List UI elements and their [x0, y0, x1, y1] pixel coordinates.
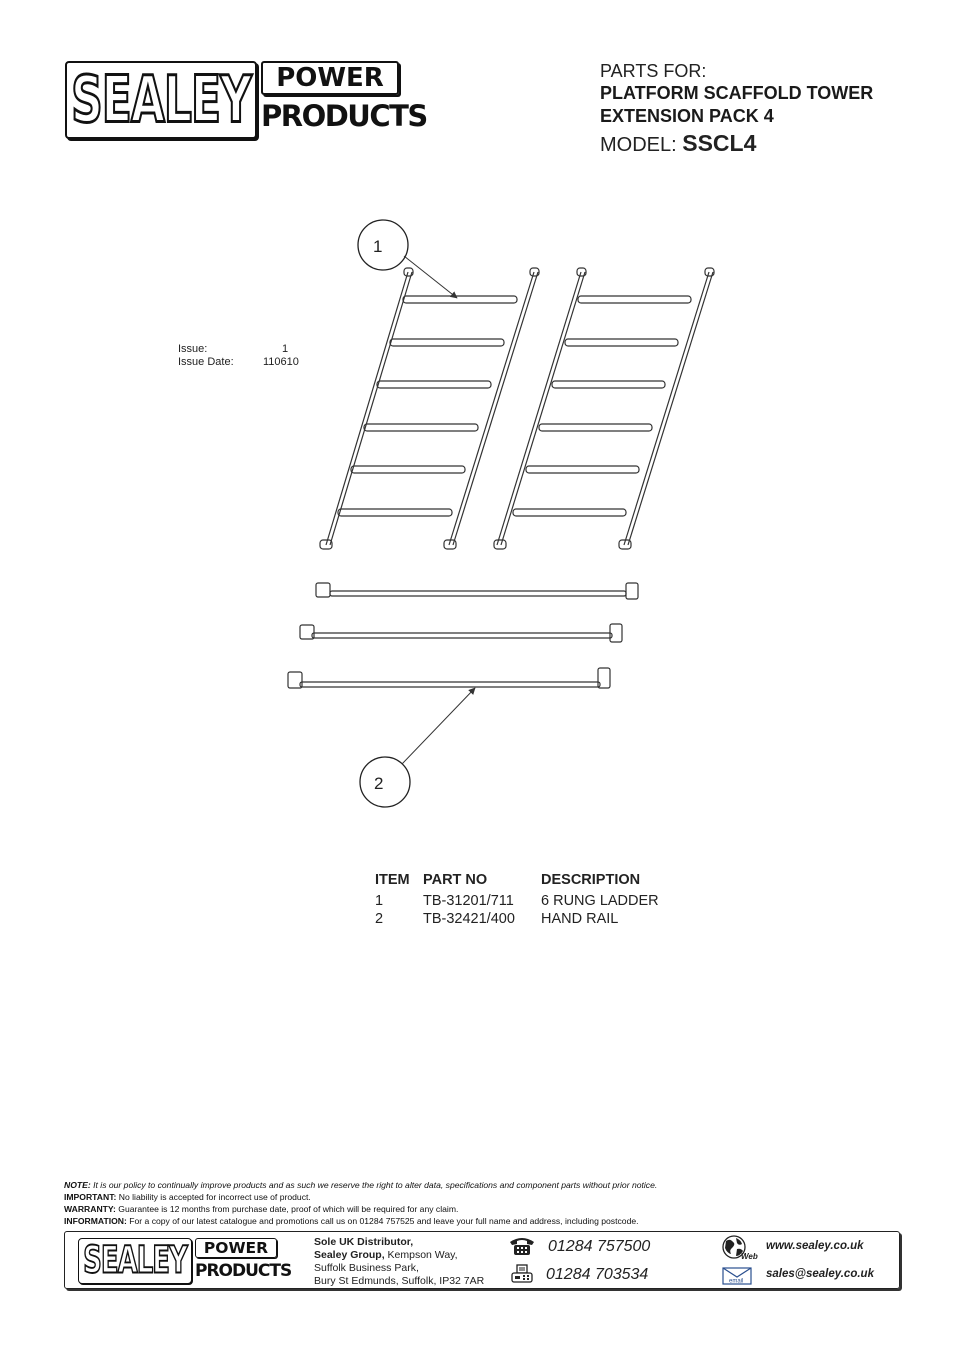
footer-logo-power: POWER — [195, 1238, 277, 1258]
ladder-1 — [320, 268, 539, 549]
model-number: SSCL4 — [682, 130, 757, 156]
product-title-line2: EXTENSION PACK 4 — [600, 106, 774, 126]
envelope-email-icon — [722, 1267, 752, 1285]
information-line: INFORMATION: For a copy of our latest catalogue and promotions call us on 01284 757525 and leave your full name and address, including postcode. — [64, 1216, 639, 1226]
header-item: ITEM — [375, 872, 410, 888]
callout-2 — [360, 688, 475, 807]
phone-number[interactable]: 01284 757500 — [548, 1238, 651, 1255]
row-2-item: 2 — [375, 911, 384, 927]
issue-label: Issue: — [178, 343, 208, 355]
footer-logo-sealey-text: SEALEY — [83, 1239, 187, 1283]
parts-for-label: PARTS FOR: — [600, 61, 707, 81]
product-title-line1: PLATFORM SCAFFOLD TOWER — [600, 83, 874, 103]
row-1-item: 1 — [375, 893, 384, 909]
hand-rails — [288, 583, 638, 688]
row-2-part-no: TB-32421/400 — [423, 911, 515, 927]
telephone-icon — [508, 1236, 536, 1256]
warranty-line: WARRANTY: Guarantee is 12 months from purchase date, proof of which will be required for any claim. — [64, 1204, 459, 1214]
email-link[interactable]: sales@sealey.co.uk — [766, 1268, 874, 1280]
logo-sealey-text: SEALEY — [71, 63, 251, 137]
dist-line3: Suffolk Business Park, — [314, 1262, 419, 1274]
header-description: DESCRIPTION — [541, 872, 641, 888]
callout-2-label: 2 — [374, 774, 384, 793]
important-line: IMPORTANT: No liability is accepted for incorrect use of product. — [64, 1192, 311, 1202]
issue-value: 1 — [282, 343, 289, 355]
ladder-2 — [494, 268, 714, 549]
header-part-no: PART NO — [423, 872, 488, 888]
web-icon-label: Web — [741, 1252, 758, 1261]
footer-logo-products: PRODUCTS — [195, 1261, 292, 1281]
callout-1-label: 1 — [373, 237, 383, 256]
logo-products: PRODUCTS — [261, 99, 427, 133]
row-1-description: 6 RUNG LADDER — [541, 893, 659, 909]
fax-number[interactable]: 01284 703534 — [546, 1266, 649, 1283]
footer-logo-power-products — [195, 1238, 291, 1284]
row-1-part-no: TB-31201/711 — [423, 893, 514, 909]
dist-line1: Sole UK Distributor, — [314, 1236, 414, 1248]
footer-brand-logo — [78, 1238, 291, 1284]
footer-logo-sealey — [78, 1238, 192, 1284]
table-row — [375, 910, 659, 928]
footer-notes — [64, 1179, 784, 1227]
fax-icon — [510, 1264, 534, 1284]
parts-table — [375, 872, 659, 928]
row-2-description: HAND RAIL — [541, 911, 619, 927]
table-row — [375, 892, 659, 910]
model-label: MODEL: — [600, 134, 683, 156]
parts-table-header — [375, 872, 659, 892]
issue-date-label: Issue Date: — [178, 356, 234, 368]
globe-web-icon — [720, 1234, 756, 1260]
dist-line4: Bury St Edmunds, Suffolk, IP32 7AR — [314, 1275, 485, 1287]
website-link[interactable]: www.sealey.co.uk — [766, 1240, 864, 1252]
email-icon-label: email — [729, 1278, 744, 1285]
dist-line2: Sealey Group, Kempson Way, — [314, 1249, 458, 1261]
logo-power: POWER — [261, 61, 399, 95]
issue-date-value: 110610 — [263, 356, 299, 368]
note-line: NOTE: It is our policy to continually improve products and as such we reserve the right to alter data, specifications and component parts without prior notice. — [64, 1180, 658, 1190]
distributor-address — [314, 1236, 484, 1288]
